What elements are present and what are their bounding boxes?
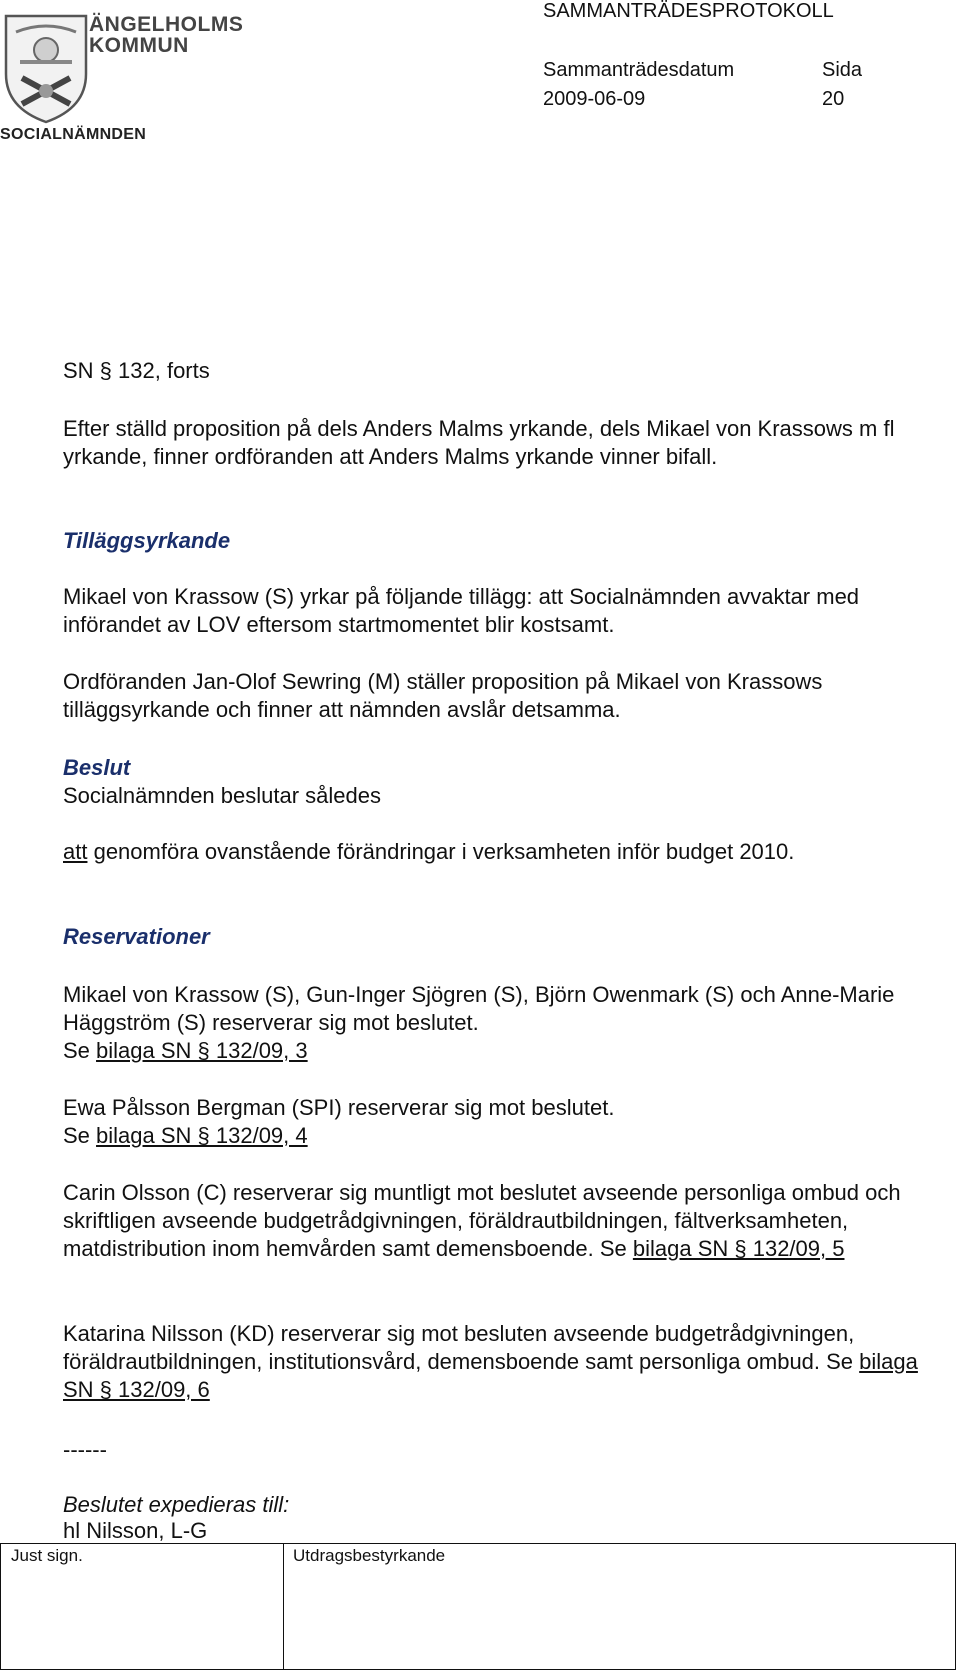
meeting-date-value: 2009-06-09 bbox=[543, 88, 646, 110]
reservation-2 bbox=[63, 1094, 923, 1150]
bilaga-3-link[interactable]: bilaga SN § 132/09, 3 bbox=[96, 1038, 308, 1063]
reservation-2-se: Se bbox=[63, 1123, 97, 1148]
separator: ------ bbox=[63, 1437, 107, 1462]
reservation-3-text: Carin Olsson (C) reserverar sig muntligt mot beslutet avseende personliga ombud och skriftligen avseende budgetrådgivningen, föräldrautbildningen, fältverksamheten, matdistribution inom hemvården samt demensboende. Se bbox=[63, 1180, 901, 1261]
bilaga-4-link[interactable]: bilaga SN § 132/09, 4 bbox=[96, 1123, 308, 1148]
beslut-heading: Beslut bbox=[63, 755, 131, 780]
utdragsbestyrkande-label: Utdragsbestyrkande bbox=[293, 1546, 446, 1565]
signature-box bbox=[0, 1543, 956, 1670]
document-title: SAMMANTRÄDESPROTOKOLL bbox=[543, 0, 834, 22]
expedieras-label: Beslutet expedieras till: bbox=[63, 1492, 290, 1517]
paragraph-tillagg: Mikael von Krassow (S) yrkar på följande tillägg: att Socialnämnden avvaktar med införandet av LOV eftersom startmomentet blir kostsamt. bbox=[63, 584, 860, 637]
paragraph-ordforanden: Ordföranden Jan-Olof Sewring (M) ställer proposition på Mikael von Krassows tilläggsyrkande och finner att nämnden avslår detsamma. bbox=[63, 669, 823, 722]
reservation-4 bbox=[63, 1320, 923, 1404]
signature-divider bbox=[283, 1544, 284, 1669]
page-number: 20 bbox=[822, 88, 845, 110]
section-ref: SN § 132, forts bbox=[63, 358, 210, 383]
logo-kommun-line2: KOMMUN bbox=[89, 34, 189, 57]
paragraph-proposition: Efter ställd proposition på dels Anders Malms yrkande, dels Mikael von Krassows m fl yrkande, finner ordföranden att Anders Malms yrkande vinner bifall. bbox=[63, 416, 895, 469]
reservation-4-text: Katarina Nilsson (KD) reserverar sig mot besluten avseende budgetrådgivningen, föräldrautbildningen, institutionsvård, demensboende samt personliga ombud. Se bbox=[63, 1321, 860, 1374]
att-clause bbox=[63, 838, 923, 866]
reservation-3 bbox=[63, 1179, 923, 1263]
just-sign-label: Just sign. bbox=[11, 1546, 83, 1565]
coat-of-arms-icon bbox=[2, 12, 90, 124]
reservation-2-text: Ewa Pålsson Bergman (SPI) reserverar sig mot beslutet. bbox=[63, 1095, 615, 1120]
tillaggsyrkande-heading: Tilläggsyrkande bbox=[63, 528, 231, 553]
municipality-logo bbox=[0, 8, 244, 148]
bilaga-6-link[interactable]: bilaga SN § 132/09, 6 bbox=[63, 1349, 918, 1402]
reservation-1 bbox=[63, 981, 923, 1065]
bilaga-5-link[interactable]: bilaga SN § 132/09, 5 bbox=[632, 1236, 845, 1261]
page-label: Sida bbox=[822, 59, 863, 81]
beslut-text: Socialnämnden beslutar således bbox=[63, 783, 381, 808]
att-text: genomföra ovanstående förändringar i verksamheten inför budget 2010. bbox=[87, 839, 795, 864]
att-word: att bbox=[63, 839, 88, 864]
meeting-date-label: Sammanträdesdatum bbox=[543, 59, 735, 81]
reservation-1-text: Mikael von Krassow (S), Gun-Inger Sjögren (S), Björn Owenmark (S) och Anne-Marie Häggström (S) reserverar sig mot beslutet. bbox=[63, 982, 895, 1035]
logo-namnd: SOCIALNÄMNDEN bbox=[0, 126, 147, 143]
reservation-1-se: Se bbox=[63, 1038, 97, 1063]
logo-kommun-line1: ÄNGELHOLMS bbox=[89, 13, 244, 36]
expedieras-value: hl Nilsson, L-G bbox=[63, 1518, 208, 1543]
reservationer-heading: Reservationer bbox=[63, 924, 210, 949]
